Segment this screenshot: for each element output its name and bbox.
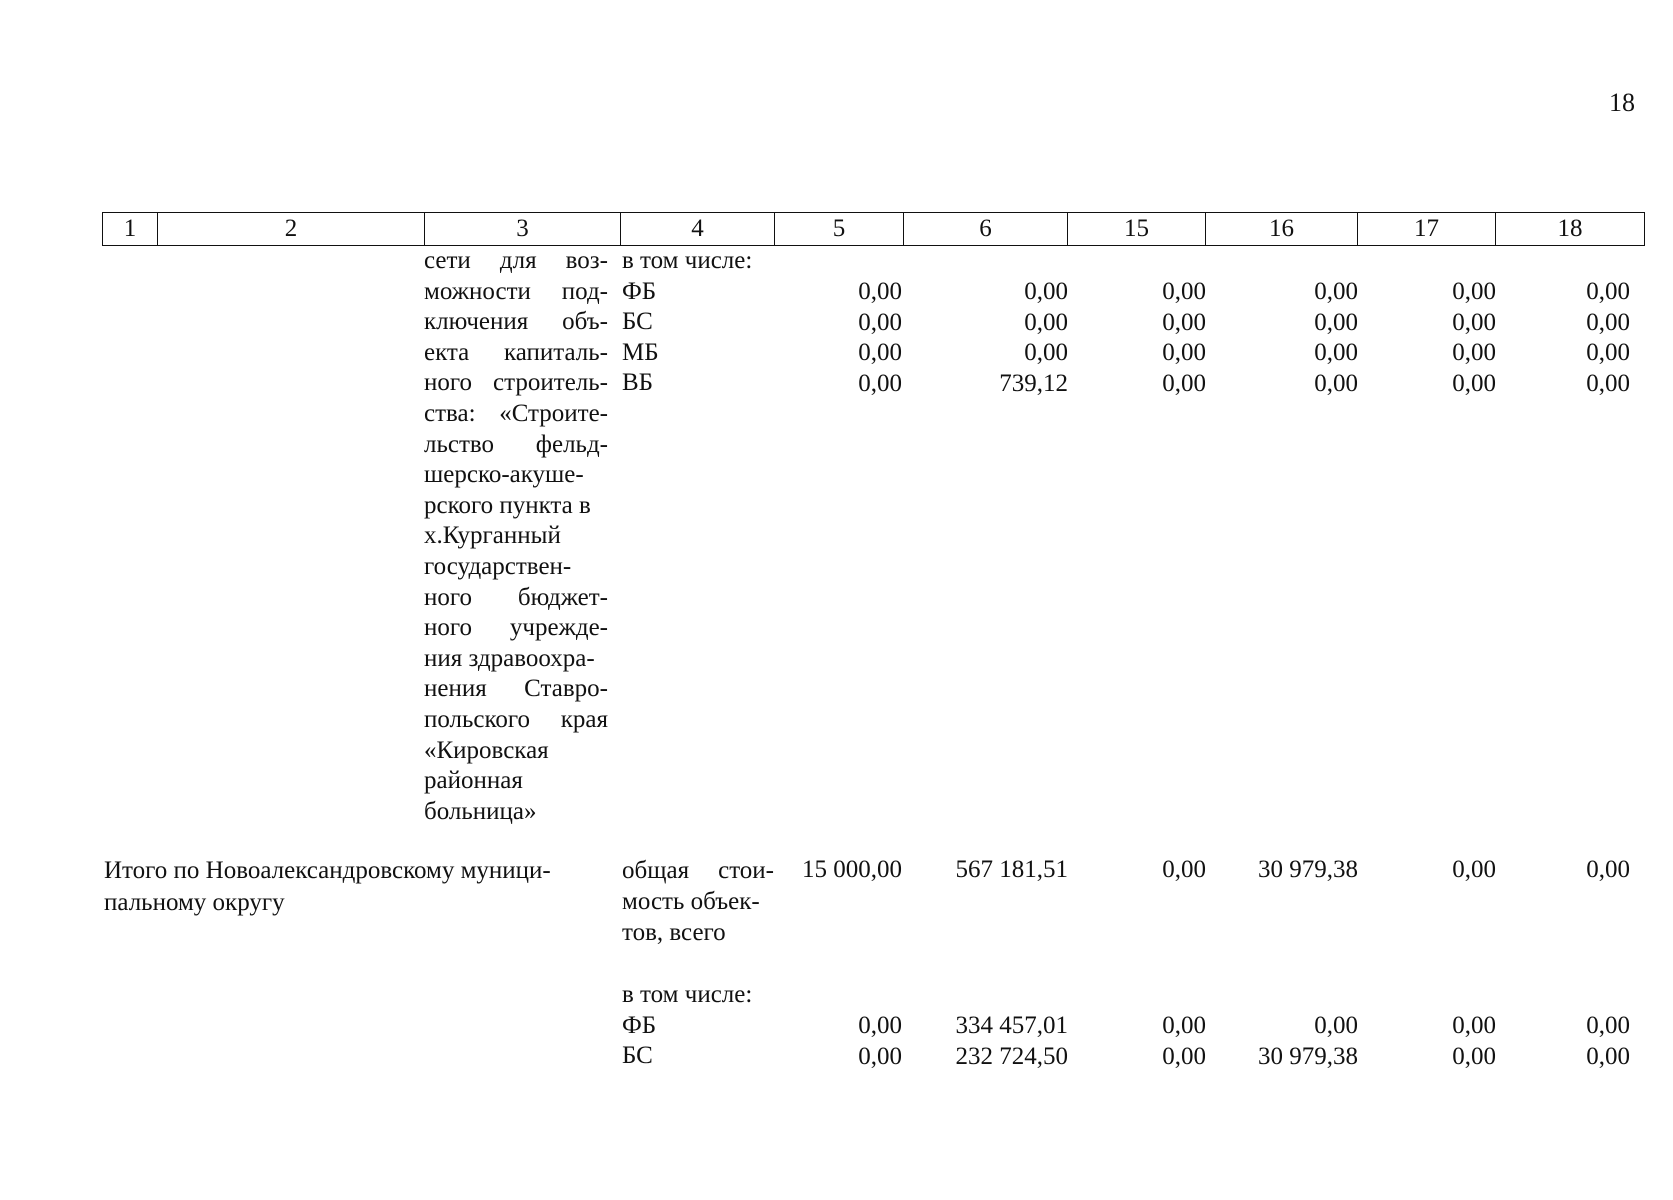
object-col17-values [1366, 277, 1496, 399]
description-line: шерско-акуше- [424, 461, 584, 489]
object-sources [622, 246, 752, 399]
header-col-2: 2 [158, 213, 425, 246]
description-line: больница» [424, 797, 537, 825]
value-cell: 0,00 [1586, 1012, 1630, 1039]
description-line: льство фельд- [424, 430, 608, 458]
description-line: ключения объ- [424, 308, 608, 336]
value-cell: 0,00 [1586, 278, 1630, 305]
description-line: ния здравоохра- [424, 644, 595, 672]
description-line: можности под- [424, 277, 608, 305]
value-cell: 0,00 [1314, 278, 1358, 305]
cost-label-line: мость объек- [622, 888, 760, 915]
page-number: 18 [1609, 88, 1635, 117]
description-line: ного бюджет- [424, 583, 608, 611]
value-cell: 0,00 [858, 278, 902, 305]
value-cell: 0,00 [1452, 278, 1496, 305]
header-col-4: 4 [621, 213, 775, 246]
total-sources [622, 980, 752, 1072]
value-cell: 334 457,01 [955, 1012, 1068, 1039]
value-cell: 0,00 [1162, 278, 1206, 305]
value-cell: 232 724,50 [955, 1042, 1068, 1070]
total-col6-values [912, 1011, 1068, 1072]
header-col-3: 3 [425, 213, 621, 246]
object-col6-values [912, 277, 1068, 399]
total-label-line: пальному округу [104, 889, 285, 916]
header-col-15: 15 [1068, 213, 1206, 246]
source-label: ВБ [622, 369, 654, 397]
value-cell: 0,00 [1314, 308, 1358, 336]
object-col15-values [1076, 277, 1206, 399]
value-cell: 0,00 [1452, 308, 1496, 336]
total-col18: 0,00 [1586, 856, 1630, 883]
total-label-line: Итого по Новоалександровскому муници- [104, 857, 551, 884]
object-col16-values [1214, 277, 1358, 399]
description-line: «Кировская [424, 736, 549, 764]
value-cell: 0,00 [1452, 1042, 1496, 1070]
header-col-6: 6 [904, 213, 1068, 246]
value-cell: 30 979,38 [1258, 1042, 1358, 1070]
object-col5-values [778, 277, 902, 399]
source-label: ФБ [622, 1011, 657, 1039]
total-cost-label [622, 855, 774, 948]
value-cell: 0,00 [858, 308, 902, 336]
header-col-5: 5 [775, 213, 904, 246]
value-cell: 0,00 [858, 339, 902, 367]
description-line: нения Ставро- [424, 675, 608, 703]
description-line: государствен- [424, 552, 572, 580]
in-that-number-label: в том числе: [622, 981, 753, 1008]
value-cell: 0,00 [1024, 278, 1068, 305]
value-cell: 0,00 [1314, 1012, 1358, 1039]
value-cell: 0,00 [1162, 308, 1206, 336]
in-that-number-label: в том числе: [622, 247, 753, 274]
header-col-18: 18 [1496, 213, 1645, 246]
description-line: х.Курганный [424, 522, 561, 550]
total-col17-values [1366, 1011, 1496, 1072]
value-cell: 0,00 [1586, 308, 1630, 336]
column-number-header [102, 212, 1645, 246]
value-cell: 0,00 [1586, 339, 1630, 367]
header-col-1: 1 [103, 213, 158, 246]
value-cell: 0,00 [1162, 1042, 1206, 1070]
source-label: ФБ [622, 277, 657, 305]
value-cell: 0,00 [1314, 369, 1358, 397]
value-cell: 0,00 [1586, 369, 1630, 397]
value-cell: 739,12 [999, 369, 1068, 397]
total-col6: 567 181,51 [955, 856, 1068, 883]
description-line: районная [424, 767, 523, 795]
total-col16: 30 979,38 [1258, 856, 1358, 883]
value-cell: 0,00 [1452, 369, 1496, 397]
description-line: рского пункта в [424, 491, 591, 519]
value-cell: 0,00 [858, 1042, 902, 1070]
value-cell: 0,00 [1452, 1012, 1496, 1039]
total-col5-values [778, 1011, 902, 1072]
value-cell: 0,00 [1162, 1012, 1206, 1039]
value-cell: 0,00 [858, 369, 902, 397]
total-label [104, 855, 609, 919]
source-label: БС [622, 1042, 653, 1070]
value-cell: 0,00 [1024, 339, 1068, 367]
total-col5: 15 000,00 [802, 856, 902, 883]
total-col16-values [1214, 1011, 1358, 1072]
value-cell: 0,00 [1162, 369, 1206, 397]
header-col-16: 16 [1206, 213, 1358, 246]
source-label: МБ [622, 338, 659, 366]
cost-label-line: тов, всего [622, 919, 726, 946]
total-col15-values [1076, 1011, 1206, 1072]
description-line: сети для воз- [424, 247, 608, 274]
total-col18-values [1504, 1011, 1630, 1072]
description-line: ного строитель- [424, 369, 608, 397]
total-col17: 0,00 [1452, 856, 1496, 883]
value-cell: 0,00 [1314, 339, 1358, 367]
object-col18-values [1504, 277, 1630, 399]
value-cell: 0,00 [858, 1012, 902, 1039]
source-label: БС [622, 308, 653, 336]
total-col15: 0,00 [1162, 856, 1206, 883]
description-line: екта капиталь- [424, 338, 608, 366]
description-line: польского края [424, 705, 608, 733]
cost-label-line: общая стои- [622, 857, 774, 884]
value-cell: 0,00 [1586, 1042, 1630, 1070]
value-cell: 0,00 [1162, 339, 1206, 367]
value-cell: 0,00 [1452, 339, 1496, 367]
header-col-17: 17 [1358, 213, 1496, 246]
description-line: ства: «Строите- [424, 399, 608, 427]
value-cell: 0,00 [1024, 308, 1068, 336]
description-line: ного учрежде- [424, 614, 608, 642]
object-description [424, 246, 608, 827]
